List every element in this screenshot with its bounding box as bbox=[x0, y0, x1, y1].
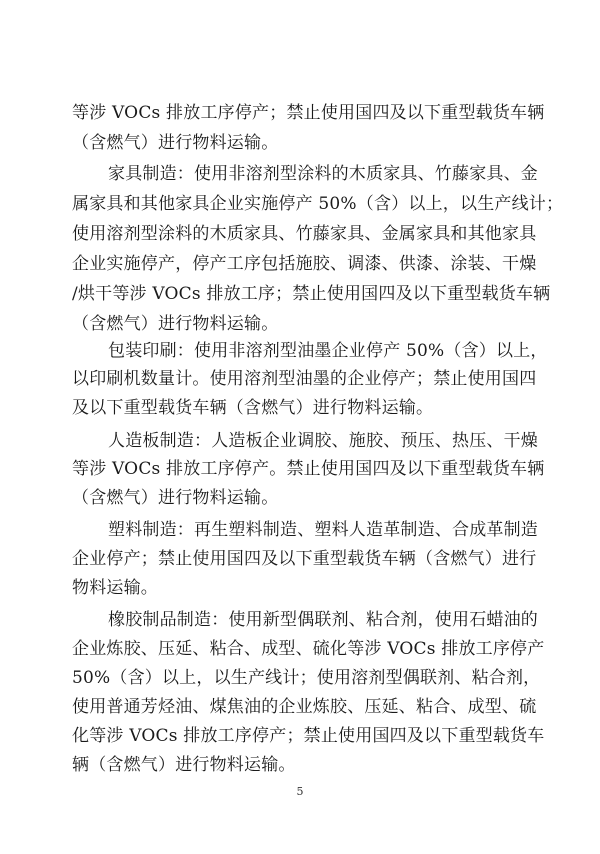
text-line: （含燃气）进行物料运输。 bbox=[72, 133, 279, 153]
paragraph-printing-heading-line: 包装印刷：使用非溶剂型油墨企业停产 50%（含）以上， bbox=[108, 341, 548, 361]
text-line: 物料运输。 bbox=[72, 578, 158, 598]
text-line: 企业炼胶、压延、粘合、成型、硫化等涉 VOCs 排放工序停产 bbox=[72, 639, 545, 659]
text-line: 化等涉 VOCs 排放工序停产；禁止使用国四及以下重型载货车 bbox=[72, 726, 545, 746]
text-line: 以印刷机数量计。使用溶剂型油墨的企业停产；禁止使用国四 bbox=[72, 369, 537, 389]
paragraph-plastics-heading-line: 塑料制造：再生塑料制造、塑料人造革制造、合成革制造 bbox=[108, 520, 538, 540]
text-line: 企业停产；禁止使用国四及以下重型载货车辆（含燃气）进行 bbox=[72, 549, 537, 569]
text-line: 等涉 VOCs 排放工序停产；禁止使用国四及以下重型载货车辆 bbox=[72, 103, 545, 123]
text-line: （含燃气）进行物料运输。 bbox=[72, 314, 279, 334]
text-line: （含燃气）进行物料运输。 bbox=[72, 488, 279, 508]
paragraph-furniture-heading-line: 家具制造：使用非溶剂型涂料的木质家具、竹藤家具、金 bbox=[108, 164, 538, 184]
text-line: 50%（含）以上，以生产线计；使用溶剂型偶联剂、粘合剂， bbox=[72, 668, 541, 688]
text-line: 属家具和其他家具企业实施停产 50%（含）以上，以生产线计； bbox=[72, 194, 564, 214]
text-line: 等涉 VOCs 排放工序停产。禁止使用国四及以下重型载货车辆 bbox=[72, 459, 545, 479]
paragraph-board-heading-line: 人造板制造：人造板企业调胶、施胶、预压、热压、干燥 bbox=[108, 431, 538, 451]
text-line: 辆（含燃气）进行物料运输。 bbox=[72, 755, 296, 775]
page-number: 5 bbox=[296, 785, 304, 798]
text-line: 使用溶剂型涂料的木质家具、竹藤家具、金属家具和其他家具 bbox=[72, 224, 537, 244]
text-line: 使用普通芳烃油、煤焦油的企业炼胶、压延、粘合、成型、硫 bbox=[72, 697, 537, 717]
text-line: 企业实施停产，停产工序包括施胶、调漆、供漆、涂装、干燥 bbox=[72, 254, 537, 274]
paragraph-rubber-heading-line: 橡胶制品制造：使用新型偶联剂、粘合剂，使用石蜡油的 bbox=[108, 610, 538, 630]
text-line: 及以下重型载货车辆（含燃气）进行物料运输。 bbox=[72, 398, 434, 418]
text-line: /烘干等涉 VOCs 排放工序；禁止使用国四及以下重型载货车辆 bbox=[72, 284, 551, 304]
